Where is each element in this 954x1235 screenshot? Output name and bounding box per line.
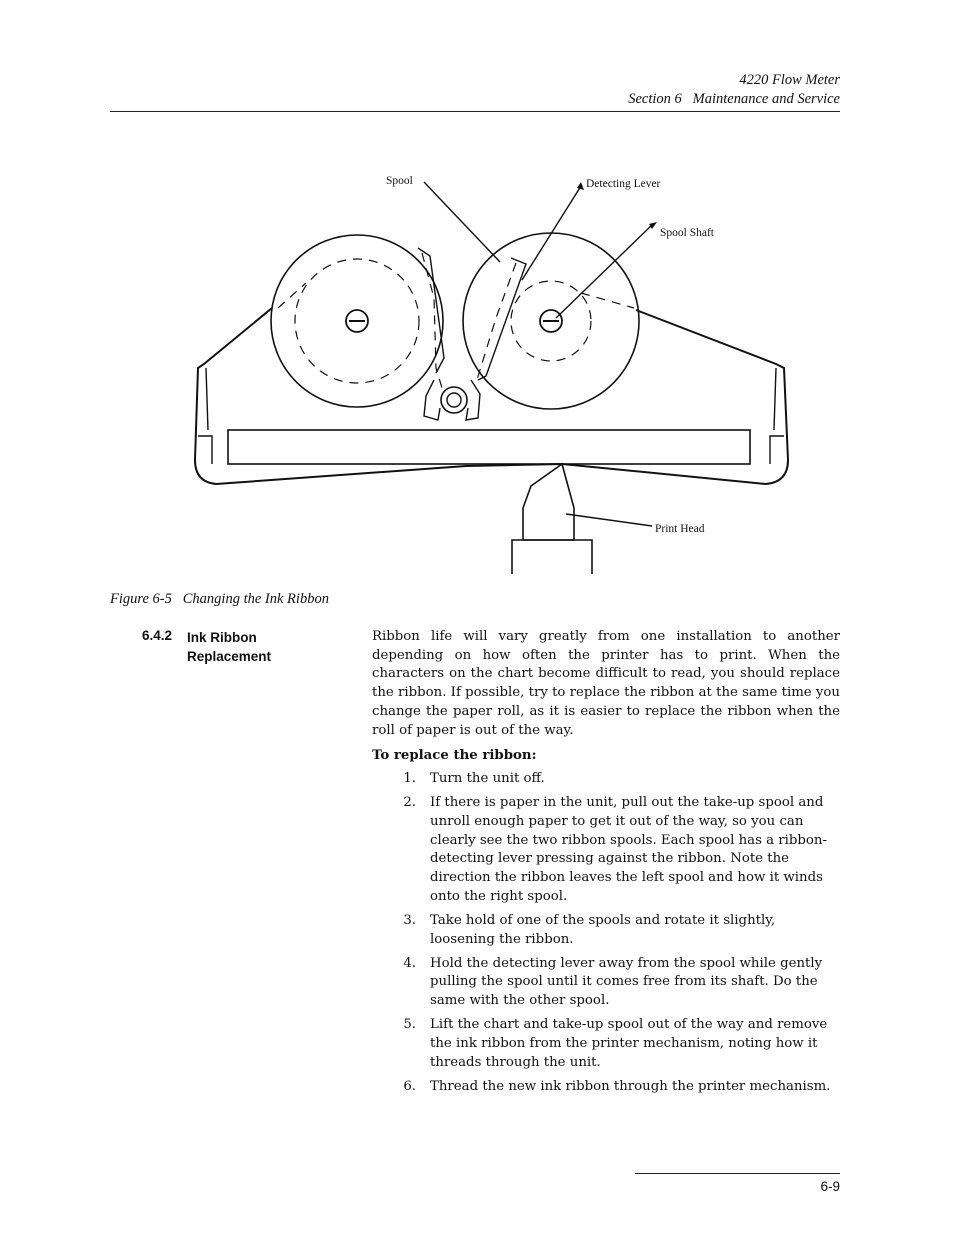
footer-rule bbox=[635, 1173, 840, 1174]
section-body bbox=[372, 628, 840, 1102]
label-print-head: Print Head bbox=[655, 523, 705, 535]
step-text: Hold the detecting lever away from the spool while gently pulling the spool until it comes free from its shaft. Do the same with the other spool. bbox=[430, 955, 823, 1009]
step-text: Take hold of one of the spools and rotate it slightly, loosening the ribbon. bbox=[430, 912, 776, 947]
list-item bbox=[372, 770, 840, 789]
running-header bbox=[628, 71, 840, 109]
list-item bbox=[372, 1016, 840, 1072]
step-text: If there is paper in the unit, pull out the take-up spool and unroll enough paper to get it out of the way, so you can clearly see the two ribbon spools. Each spool has a ribbon-detecting lever pressing against the ribbon. Note the direction the ribbon leaves the left spool and how it winds onto the right spool. bbox=[430, 795, 827, 904]
ink-ribbon-figure bbox=[186, 168, 796, 580]
step-number: 4. bbox=[403, 955, 416, 971]
label-spool: Spool bbox=[386, 175, 413, 187]
print-head bbox=[523, 464, 574, 540]
section-number: 6.4.2 bbox=[142, 628, 173, 643]
step-number: 5. bbox=[403, 1017, 416, 1033]
section-title bbox=[187, 628, 337, 666]
figure-caption: Figure 6-5 Changing the Ink Ribbon bbox=[110, 591, 329, 607]
intro-paragraph: Ribbon life will vary greatly from one installation to another depending on how often the printer has to print. When the characters on the chart become difficult to read, you should replace the ribbon. If possible, try to replace the ribbon at the same time you change the paper roll, as it is easier to replace the ribbon when the roll of paper is out of the way. bbox=[372, 629, 840, 738]
printer-mechanism-diagram bbox=[186, 168, 796, 580]
steps-list bbox=[372, 770, 840, 1097]
list-item bbox=[372, 912, 840, 949]
step-number: 2. bbox=[403, 795, 416, 811]
label-spool-shaft: Spool Shaft bbox=[660, 227, 714, 239]
list-item bbox=[372, 955, 840, 1011]
section-title-line1: Ink Ribbon bbox=[187, 630, 257, 645]
page-number: 6-9 bbox=[820, 1179, 840, 1194]
step-number: 6. bbox=[403, 1078, 416, 1094]
steps-heading: To replace the ribbon: bbox=[372, 748, 537, 764]
step-number: 1. bbox=[403, 770, 416, 786]
section-title-line2: Replacement bbox=[187, 649, 272, 664]
step-text: Turn the unit off. bbox=[430, 770, 545, 786]
header-product: 4220 Flow Meter bbox=[739, 72, 840, 88]
step-text: Lift the chart and take-up spool out of the way and remove the ink ribbon from the printer mechanism, noting how it threads through the unit. bbox=[430, 1017, 828, 1070]
list-item bbox=[372, 794, 840, 906]
header-rule bbox=[110, 111, 840, 112]
step-text: Thread the new ink ribbon through the printer mechanism. bbox=[430, 1078, 831, 1094]
list-item bbox=[372, 1078, 840, 1097]
header-section: Section 6 Maintenance and Service bbox=[628, 91, 840, 107]
step-number: 3. bbox=[403, 912, 416, 928]
label-detecting-lever: Detecting Lever bbox=[586, 178, 661, 190]
